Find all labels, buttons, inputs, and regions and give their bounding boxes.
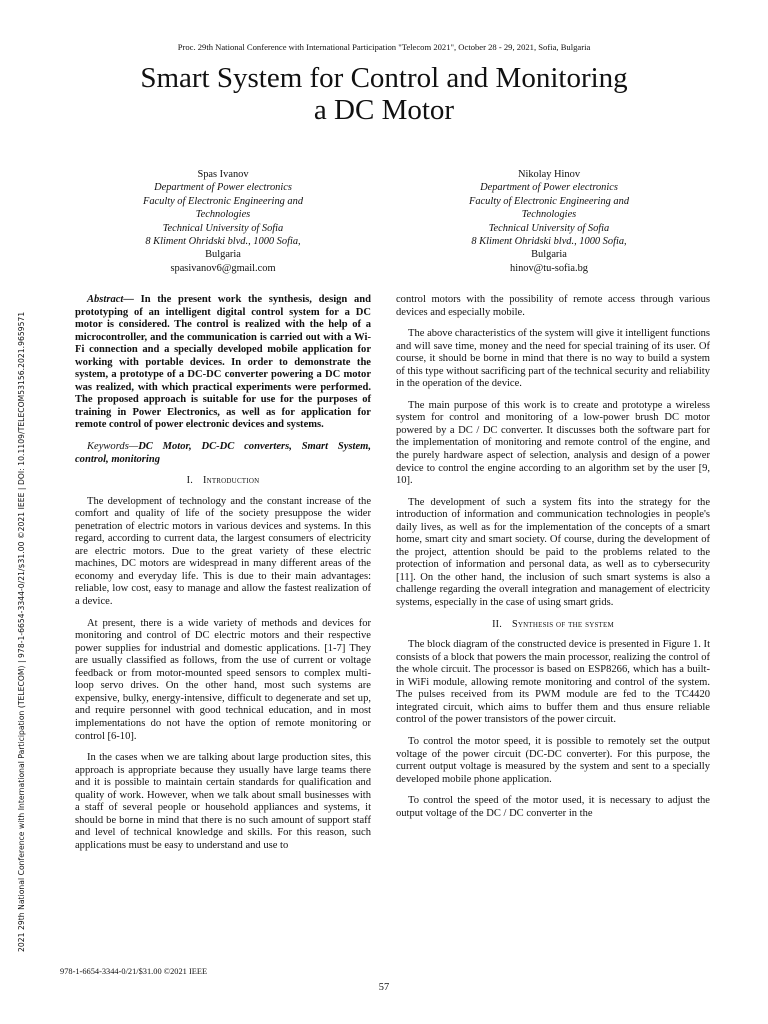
body-paragraph: In the cases when we are talking about large production sites, this approach is appropriate because they usually have large teams there and it is possible to maintain certain standards for qualification and quality of work. However, when we talk about small businesses with a staff of several people or household appliances and systems, it should be borne in mind that there is no such amount of support staff and level of technical knowledge and skills. For this reason, such applications must be easy to understand and use to xyxy=(75,752,371,851)
side-doi-identifier: 2021 29th National Conference with International Participation (TELECOM) | 978-1-6654-3344-0/21/$31.00 ©2021 IEEE | DOI: 10.1109/TELECOM53156.2021.9659571 xyxy=(17,311,26,952)
author-block-1 xyxy=(118,168,328,275)
conference-header: Proc. 29th National Conference with International Participation "Telecom 2021", October 28 - 29, 2021, Sofia, Bulgaria xyxy=(177,42,591,52)
author-faculty-line-2: Technologies xyxy=(195,209,251,221)
body-paragraph: To control the speed of the motor used, it is necessary to adjust the output voltage of the DC / DC converter in the xyxy=(396,795,710,819)
keywords-lead: Keywords— xyxy=(87,441,139,453)
author-country: Bulgaria xyxy=(205,249,241,261)
body-paragraph: The development of technology and the constant increase of the comfort and quality of life of the society presuppose the wider penetration of electric motors in various devices and systems. In this regard, according to current data, the largest consumers of electricity are electric motors. Due to the great variety of these electric machines, DC motors are widespread in many different areas of the economy and everyday life. This is due to their main advantages: reliable, low cost, easy to manage and allow the fastest realization of a device. xyxy=(75,495,371,608)
author-faculty-line-2: Technologies xyxy=(521,209,577,221)
title-line-2: a DC Motor xyxy=(313,94,455,126)
author-name: Spas Ivanov xyxy=(197,169,249,180)
abstract xyxy=(75,294,371,432)
abstract-lead: Abstract— xyxy=(87,294,134,305)
author-address: 8 Kliment Ohridski blvd., 1000 Sofia, xyxy=(145,236,301,248)
author-email: spasivanov6@gmail.com xyxy=(170,262,276,274)
footer-copyright: 978-1-6654-3344-0/21/$31.00 ©2021 IEEE xyxy=(60,967,208,976)
body-paragraph: At present, there is a wide variety of methods and devices for monitoring and control of DC electric motors and their respective power supplies for industrial and domestic applications. [1-7] They are usually classified as follows, from the use of current or voltage feedback or from motor-mounted speed sensors to complex multi-loop servo drives. On the other hand, most such systems are expensive, bulky, energy-intensive, difficult to degenerate and set up, and require personnel with good technical education, and in most implementations do not have the option of remote monitoring or control [6-10]. xyxy=(75,617,371,742)
title-line-1: Smart System for Control and Monitoring xyxy=(140,62,628,94)
page-number: 57 xyxy=(378,982,390,993)
left-column xyxy=(75,294,371,861)
body-paragraph: To control the motor speed, it is possible to remotely set the output voltage of the power circuit (DC-DC converter). For this purpose, the current output voltage is measured by the system and sent to a specially developed mobile phone application. xyxy=(396,735,710,785)
author-university: Technical University of Sofia xyxy=(162,222,284,234)
author-department: Department of Power electronics xyxy=(480,182,618,194)
section-number: I. xyxy=(186,475,193,487)
keywords-text: DC Motor, DC-DC converters, Smart System, control, monitoring xyxy=(75,441,371,465)
author-email: hinov@tu-sofia.bg xyxy=(510,262,588,274)
section-title: Introduction xyxy=(202,475,260,487)
author-department: Department of Power electronics xyxy=(154,182,292,194)
abstract-text: In the present work the synthesis, design and prototyping of an intelligent digital control system for a DC motor is considered. The control is realized with the help of a microcontroller, and the communication is carried out with a Wi-Fi connection and a specially developed mobile application for working with portable devices. In order to demonstrate the system, a prototype of a DC-DC converter powering a DC motor was realized, with which practical experiments were performed. The proposed approach is suitable for use for the purposes of training in Power Electronics, as well as for application for remote control of power electronic devices and systems. xyxy=(75,294,371,431)
keywords xyxy=(75,441,371,466)
body-paragraph-continued: control motors with the possibility of remote access through various devices and especially mobile. xyxy=(396,294,710,318)
author-university: Technical University of Sofia xyxy=(488,222,610,234)
author-faculty-line-1: Faculty of Electronic Engineering and xyxy=(142,195,304,207)
author-name: Nikolay Hinov xyxy=(517,169,581,180)
section-title: Synthesis of the system xyxy=(512,618,614,630)
section-number: II. xyxy=(492,618,502,630)
author-address: 8 Kliment Ohridski blvd., 1000 Sofia, xyxy=(471,236,627,248)
right-column xyxy=(396,294,710,829)
section-heading-synthesis xyxy=(396,619,710,632)
body-paragraph: The development of such a system fits into the strategy for the introduction of information and communication technologies in people's daily lives, as well as for the implementation of the concepts of a smart home, smart city and smart society. Of course, during the development of the project, attention should be paid to the problems related to the protection of information and personal data, as well as to cybersecurity [11]. On the other hand, the inclusion of such smart systems is also a challenge regarding the overall integration and management of electricity systems, especially in the case of using smart grids. xyxy=(396,496,710,609)
author-block-2 xyxy=(444,168,654,275)
author-faculty-line-1: Faculty of Electronic Engineering and xyxy=(468,195,630,207)
section-heading-introduction xyxy=(75,475,371,488)
body-paragraph: The above characteristics of the system will give it intelligent functions and will save time, money and the need for special training of its user. Of course, it should be borne in mind that there is no way to build a system of this type without sacrificing part of the technical security and reliability in the operation of the device. xyxy=(396,328,710,390)
author-country: Bulgaria xyxy=(531,249,567,261)
body-paragraph: The main purpose of this work is to create and prototype a wireless system for control and monitoring of a low-power brush DC motor powered by a DC / DC converter. It discusses both the software part for the implementation of monitoring and remote control of the engine, and the purely hardware aspect of selection, analysis and design of a power device to control the engine according to an algorithm set by the user [9, 10]. xyxy=(396,399,710,487)
paper-title xyxy=(60,62,708,126)
body-paragraph: The block diagram of the constructed device is presented in Figure 1. It consists of a block that powers the main processor, realizing the control of the whole circuit. The processor is based on ESP8266, which has a built-in WiFi module, allowing remote monitoring and control of the system. The pulses received from its PWM module are fed to the TC4420 integrated circuit, which aims to buffer them and thus ensure reliable control of the power transistors of the power circuit. xyxy=(396,639,710,726)
